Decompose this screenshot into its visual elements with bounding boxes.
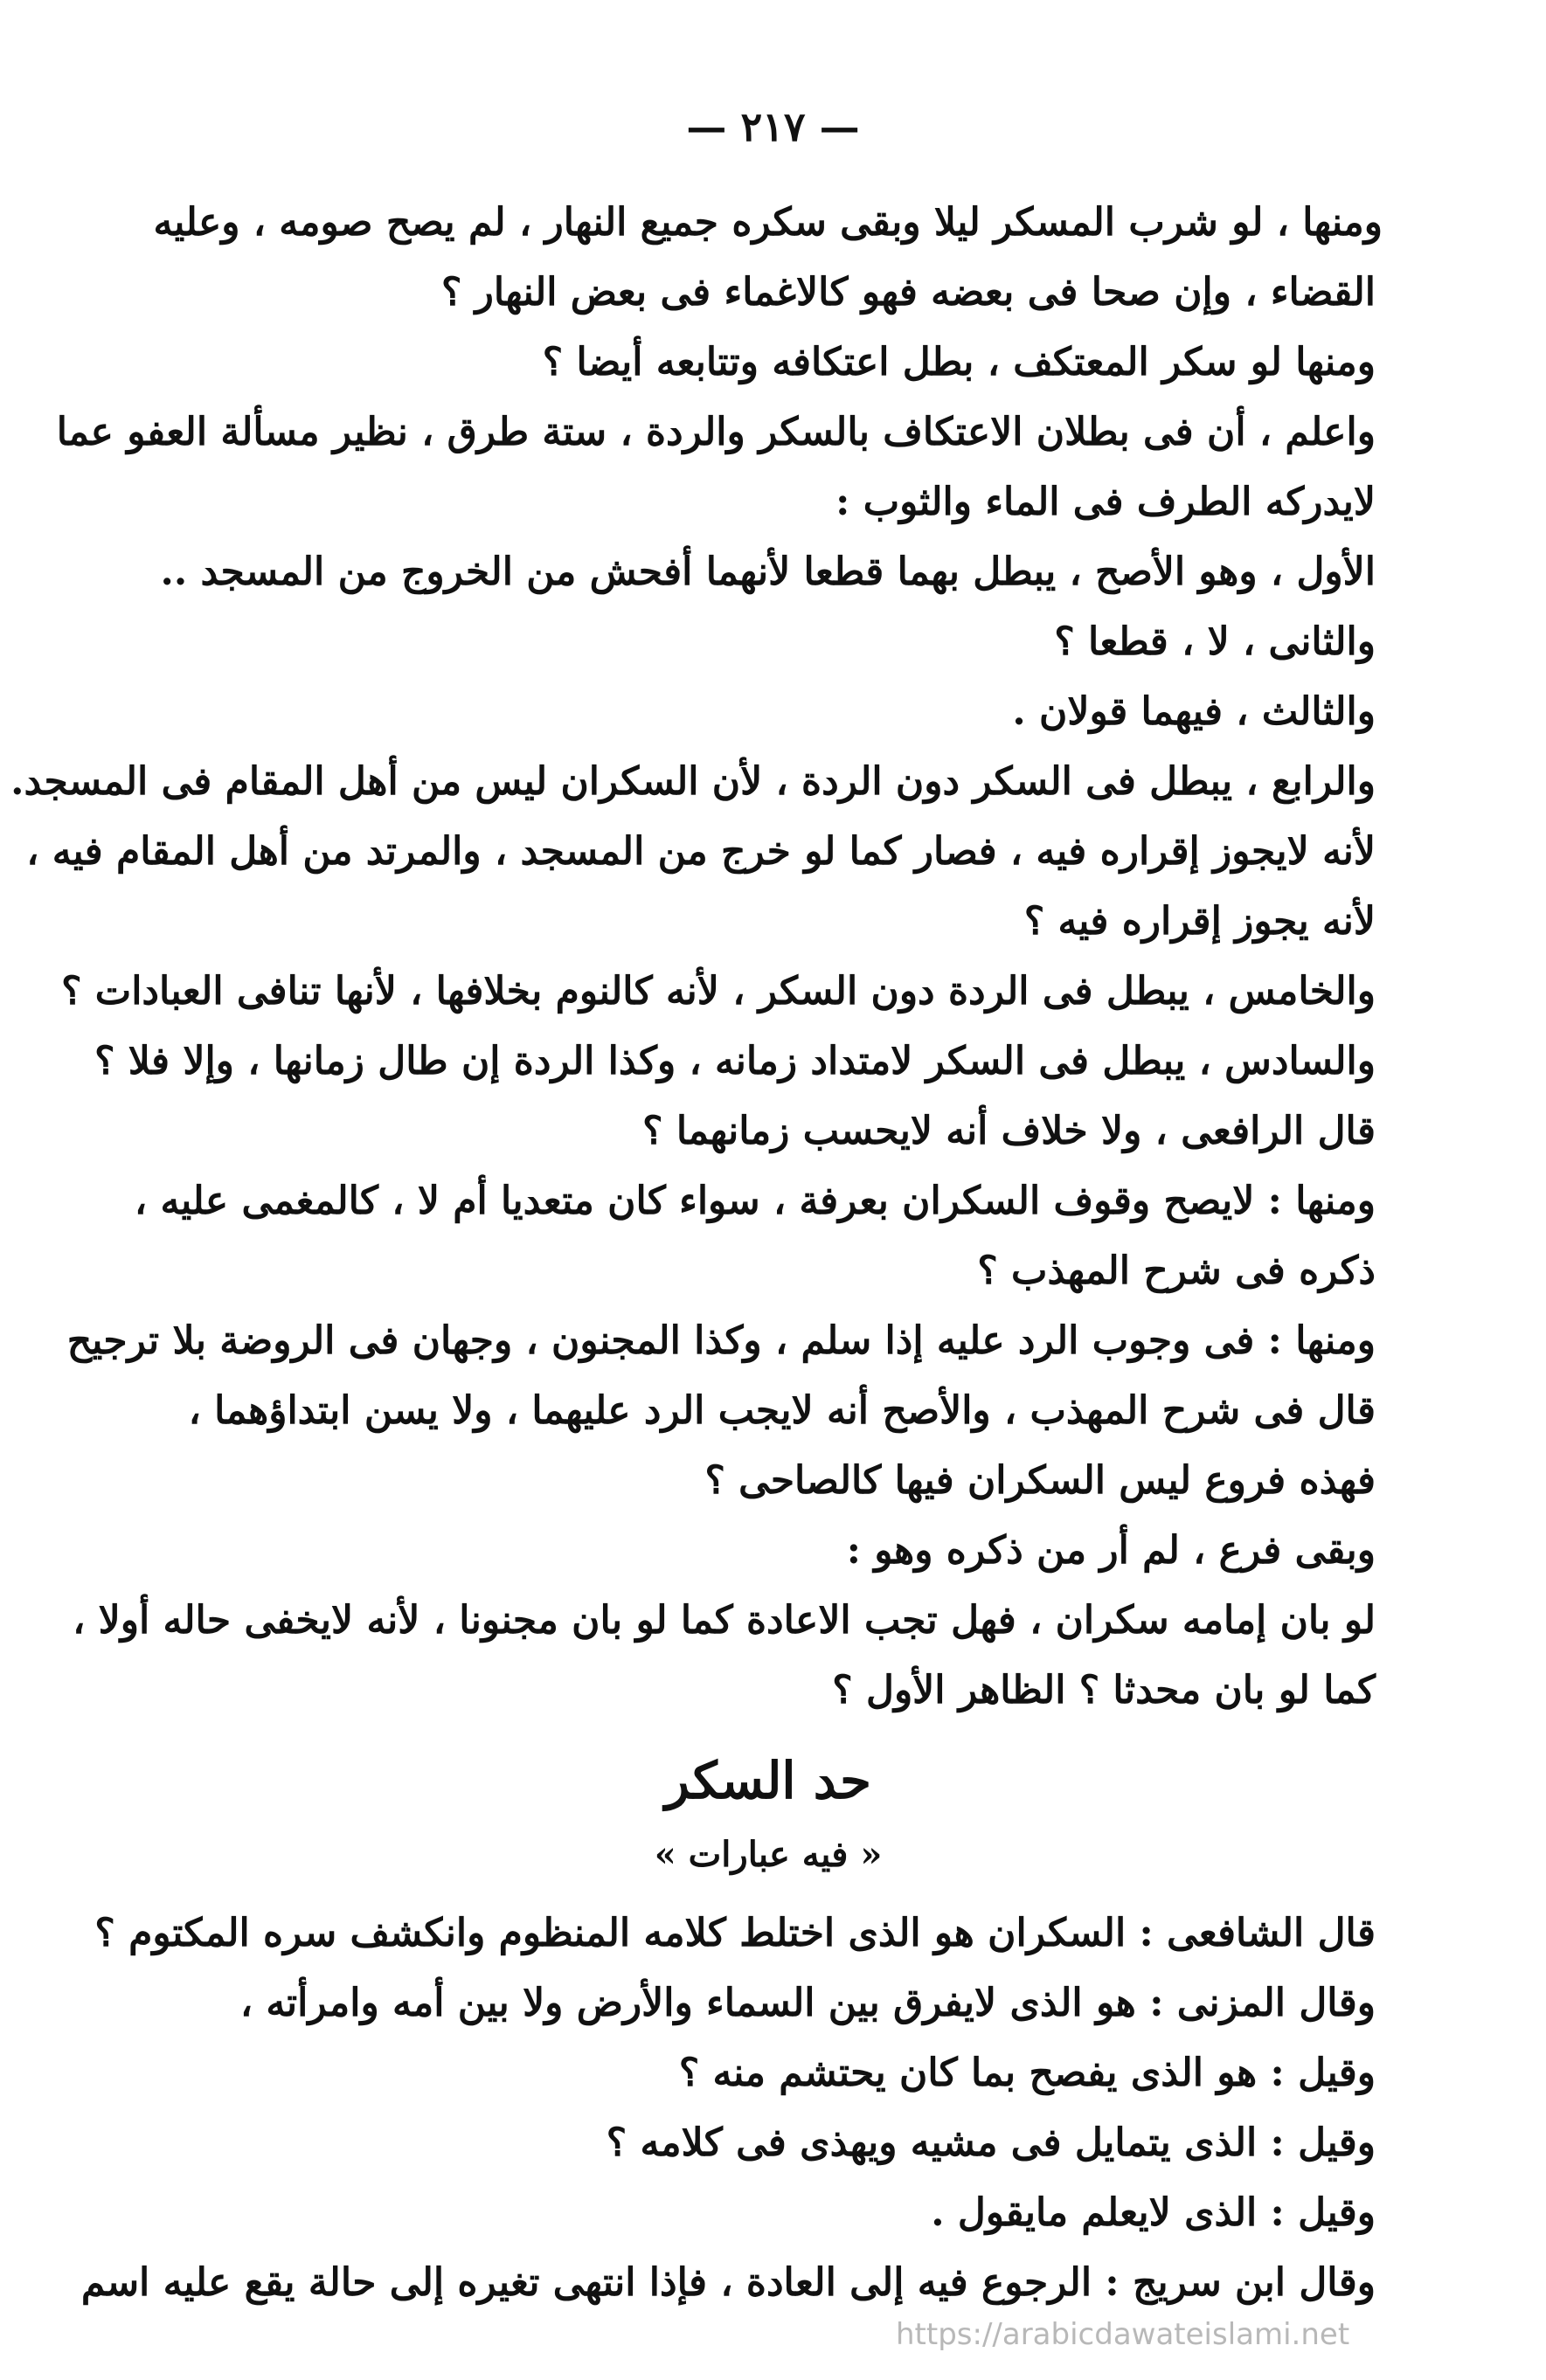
text-line: وقيل : الذى لايعلم مايقول . xyxy=(931,2190,1376,2235)
text-line: لأنه لايجوز إقراره فيه ، فصار كما لو خرج من المسجد ، والمرتد من أهل المقام فيه ، xyxy=(26,829,1376,874)
text-line: والثانى ، لا ، قطعا ؟ xyxy=(1054,619,1376,664)
body-text xyxy=(10,188,1383,2318)
text-line: ذكره فى شرح المهذب ؟ xyxy=(977,1249,1376,1293)
section-body xyxy=(80,1899,1376,2318)
text-line: وقال المزنى : هو الذى لايفرق بين السماء والأرض ولا بين أمه وامرأته ، xyxy=(239,1981,1376,2025)
text-line: الأول ، وهو الأصح ، يبطل بهما قطعا لأنهما أفحش من الخروج من المسجد .. xyxy=(160,550,1376,594)
text-line: ومنها : لايصح وقوف السكران بعرفة ، سواء كان متعديا أم لا ، كالمغمى عليه ، xyxy=(134,1179,1376,1223)
text-line: والخامس ، يبطل فى الردة دون السكر ، لأنه كالنوم بخلافها ، لأنها تنافى العبادات ؟ xyxy=(61,969,1376,1014)
text-line: قال الرافعى ، ولا خلاف أنه لايحسب زمانهما ؟ xyxy=(642,1109,1376,1153)
section-subheading: « فيه عبارات » xyxy=(654,1834,883,1875)
text-line: وبقى فرع ، لم أر من ذكره وهو : xyxy=(846,1528,1376,1573)
text-line: وقال ابن سريج : الرجوع فيه إلى العادة ، فإذا انتهى تغيره إلى حالة يقع عليه اسم xyxy=(80,2260,1376,2305)
text-line: وقيل : الذى يتمايل فى مشيه ويهذى فى كلامه ؟ xyxy=(606,2121,1376,2165)
text-line: والرابع ، يبطل فى السكر دون الردة ، لأن السكران ليس من أهل المقام فى المسجد. xyxy=(10,759,1376,804)
text-line: قال الشافعى : السكران هو الذى اختلط كلامه المنظوم وانكشف سره المكتوم ؟ xyxy=(94,1911,1376,1955)
text-line: ومنها : فى وجوب الرد عليه إذا سلم ، وكذا المجنون ، وجهان فى الروضة بلا ترجيح xyxy=(66,1318,1376,1363)
text-line: واعلم ، أن فى بطلان الاعتكاف بالسكر والردة ، ستة طرق ، نظير مسألة العفو عما xyxy=(56,410,1376,454)
text-line: والسادس ، يبطل فى السكر لامتداد زمانه ، وكذا الردة إن طال زمانها ، وإلا فلا ؟ xyxy=(94,1039,1376,1083)
text-line: القضاء ، وإن صحا فى بعضه فهو كالاغماء فى بعض النهار ؟ xyxy=(440,270,1376,315)
page-number: — ٢١٧ — xyxy=(686,103,860,150)
text-line: فهذه فروع ليس السكران فيها كالصاحى ؟ xyxy=(704,1458,1376,1503)
text-line: ومنها لو سكر المعتكف ، بطل اعتكافه وتتابعه أيضا ؟ xyxy=(542,340,1376,384)
text-line: وقيل : هو الذى يفصح بما كان يحتشم منه ؟ xyxy=(678,2051,1376,2095)
text-line: قال فى شرح المهذب ، والأصح أنه لايجب الرد عليهما ، ولا يسن ابتداؤهما ، xyxy=(188,1388,1376,1433)
text-line: لأنه يجوز إقراره فيه ؟ xyxy=(1023,899,1376,944)
text-line: ومنها ، لو شرب المسكر ليلا وبقى سكره جميع النهار ، لم يصح صومه ، وعليه xyxy=(153,200,1383,245)
text-line: كما لو بان محدثا ؟ الظاهر الأول ؟ xyxy=(832,1668,1376,1712)
watermark-url: https://arabicdawateislami.net xyxy=(896,2317,1350,2352)
text-line: والثالث ، فيهما قولان . xyxy=(1012,689,1376,734)
text-line: لو بان إمامه سكران ، فهل تجب الاعادة كما لو بان مجنونا ، لأنه لايخفى حاله أولا ، xyxy=(73,1598,1376,1643)
text-line: لايدركه الطرف فى الماء والثوب : xyxy=(835,480,1376,524)
section-heading: حد السكر xyxy=(664,1751,872,1810)
